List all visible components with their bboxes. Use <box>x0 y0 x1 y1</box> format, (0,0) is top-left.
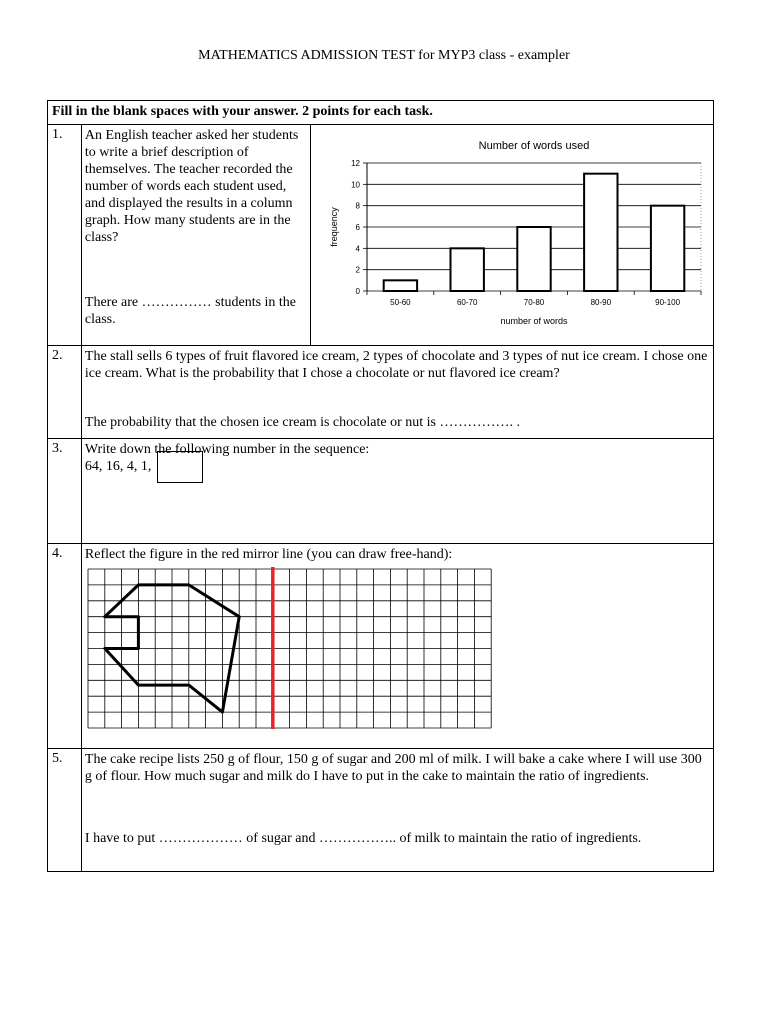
x-tick-label: 80-90 <box>590 298 612 307</box>
x-tick-label: 70-80 <box>523 298 545 307</box>
bar <box>584 174 617 291</box>
answer-line: There are …………… students in the class. <box>84 295 297 327</box>
instructions-header: Fill in the blank spaces with your answer. 2 points for each task. <box>48 101 714 125</box>
question-cell <box>81 125 310 346</box>
bar <box>517 227 550 291</box>
question-cell <box>81 749 713 872</box>
x-axis-label: number of words <box>500 316 568 326</box>
answer-line: I have to put ……………… of sugar and …………….. of milk to maintain the ratio of ingredients. <box>84 831 642 846</box>
bar <box>384 280 417 291</box>
column-chart <box>311 125 713 340</box>
answer-box[interactable] <box>157 451 203 483</box>
question-text: The stall sells 6 types of fruit flavored ice cream, 2 types of chocolate and 3 types of nut ice cream. I chose one ice cream. What is the probability that I chose a chocolate or nut flavored ice cream? <box>84 349 708 381</box>
question-text: The cake recipe lists 250 g of flour, 150 g of sugar and 200 ml of milk. I will bake a cake where I will use 300 g of flour. How much sugar and milk do I have to put in the cake to maintain the ratio of ingredients. <box>84 752 702 784</box>
question-text: Reflect the figure in the red mirror line (you can draw free-hand): <box>84 547 453 562</box>
reflection-grid[interactable] <box>85 565 495 731</box>
y-tick-label: 12 <box>351 159 360 168</box>
question-cell <box>81 346 713 439</box>
chart-title: Number of words used <box>478 140 590 152</box>
y-tick-label: 8 <box>355 201 360 211</box>
question-text: An English teacher asked her students to write a brief description of themselves. The teacher recorded the number of words each student used, and displayed the results in a column graph. How many students are in the class? <box>84 128 299 245</box>
question-row-2 <box>48 346 714 439</box>
question-cell <box>81 544 713 749</box>
question-number: 2. <box>48 346 82 439</box>
question-row-5 <box>48 749 714 872</box>
y-tick-label: 0 <box>355 287 360 296</box>
page-title: MATHEMATICS ADMISSION TEST for MYP3 class - exampler <box>198 48 570 63</box>
test-table <box>47 100 714 872</box>
y-tick-label: 2 <box>355 265 360 275</box>
question-row-3 <box>48 439 714 544</box>
y-axis-label: frequency <box>328 207 339 247</box>
question-number: 4. <box>48 544 82 749</box>
y-tick-label: 6 <box>355 223 360 232</box>
x-tick-label: 90-100 <box>655 298 681 307</box>
question-row-4 <box>48 544 714 749</box>
y-tick-label: 4 <box>355 244 360 254</box>
question-row-1 <box>48 125 714 346</box>
question-number: 5. <box>48 749 82 872</box>
y-tick-label: 10 <box>351 180 360 190</box>
question-number: 3. <box>48 439 82 544</box>
answer-line: The probability that the chosen ice cream is chocolate or nut is ……………. . <box>84 415 520 430</box>
chart-cell <box>310 125 713 346</box>
bar <box>651 206 684 291</box>
x-tick-label: 60-70 <box>456 298 478 307</box>
question-number: 1. <box>48 125 82 346</box>
question-text: Write down the following number in the sequence: <box>84 442 370 457</box>
bar <box>450 248 483 291</box>
x-tick-label: 50-60 <box>390 298 411 307</box>
sequence-text: 64, 16, 4, 1, <box>84 459 152 474</box>
question-cell <box>81 439 713 544</box>
